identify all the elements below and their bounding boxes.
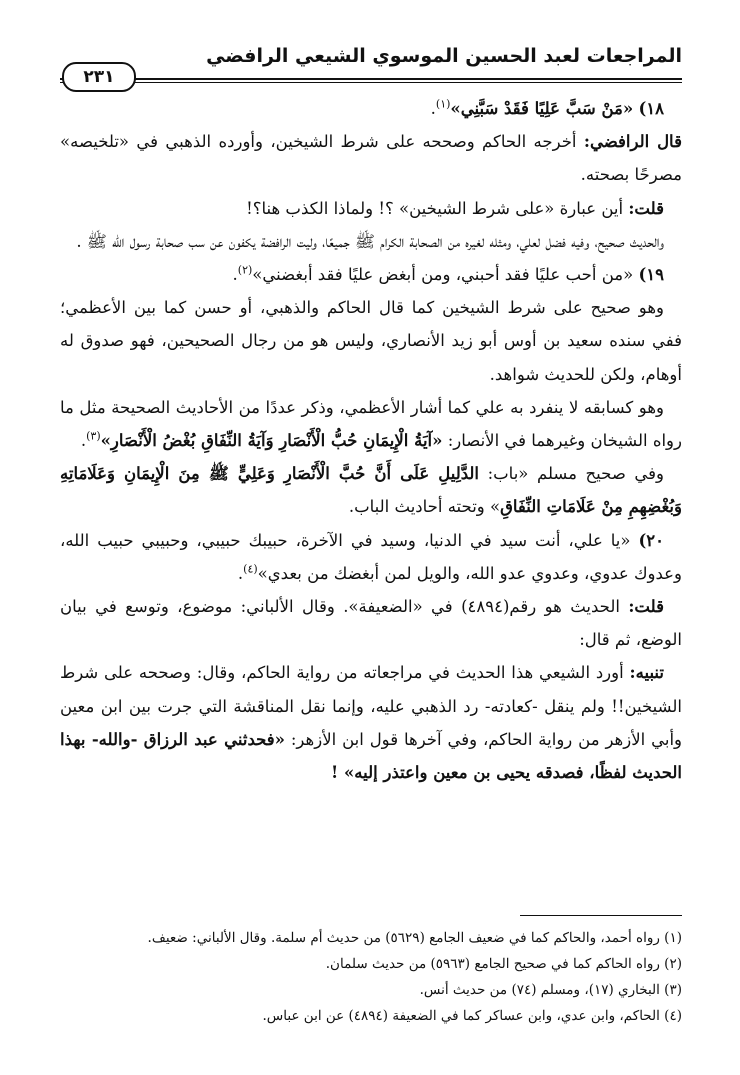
paragraph-text: » وتحته أحاديث الباب. — [348, 497, 501, 517]
paragraph-text: وهو كسابقه لا ينفرد به علي كما أشار الأعظمي، وذكر عددًا من الأحاديث الصحيحة مثل ما رواه الشيخان وغيرهما في الأنصار: — [60, 397, 682, 451]
commentary-paragraph — [60, 391, 682, 457]
hadith-number: ٢٠) — [638, 530, 665, 550]
response-paragraph — [60, 192, 682, 225]
hadith-quote: «يا علي، أنت سيد في الدنيا، وسيد في الآخرة، حبيبك حبيبي، وحبيبي حبيب الله، وعدوك عدوي، وعدوي عدو الله، والويل لمن أبغضك من بعدي» — [60, 530, 682, 583]
speaker-label: قلت: — [628, 198, 664, 218]
footnote-2: (٢) رواه الحاكم كما في صحيح الجامع (٥٩٦٣) من حديث سلمان. — [325, 956, 682, 972]
response-paragraph — [60, 590, 682, 656]
hadith-18 — [60, 92, 682, 125]
punctuation: . — [237, 563, 244, 583]
footnote-4: (٤) الحاكم، وابن عدي، وابن عساكر كما في الضعيفة (٤٨٩٤) عن ابن عباس. — [262, 1008, 682, 1024]
footnotes — [60, 925, 682, 1029]
hadith-19 — [60, 258, 682, 291]
punctuation: . — [430, 99, 436, 118]
page-header — [60, 0, 682, 92]
footnote-ref: (١) — [435, 97, 451, 111]
punctuation: . — [232, 265, 238, 285]
body-text — [60, 92, 682, 789]
hadith-number: ١٩) — [638, 265, 664, 285]
hadith-quote: «مَنْ سَبَّ عَلِيًا فَقَدْ سَبَّنِي» — [450, 99, 634, 118]
chapter-title-quote: الدَّلِيلِ عَلَى أَنَّ حُبَّ الْأَنْصَارِ وَعَلِيٍّ ﷺ مِنَ الْإِيمَانِ وَعَلَامَاتِهِ وَبُغْضِهِمِ مِنْ عَلَامَاتِ النِّفَاقِ — [60, 464, 682, 517]
paragraph-text: وهو صحيح على شرط الشيخين كما قال الحاكم والذهبي، أو حسن كما بين الأعظمي؛ ففي سنده سعيد بن أوس أبو زيد الأنصاري، وليس هو من رجال الصحيحين، فهو صدوق له أوهام، ولكن للحديث شواهد. — [60, 298, 682, 384]
header-rule — [60, 78, 682, 83]
paragraph-text: وفي صحيح مسلم «باب: — [487, 464, 664, 484]
footnote-ref: (٣) — [86, 429, 101, 443]
book-title: المراجعات لعبد الحسين الموسوي الشيعي الرافضي — [206, 45, 682, 67]
paragraph-text: والحديث صحيح، وفيه فضل لعلي، ومثله لغيره من الصحابة الكرام ﷺ جميعًا، وليت الرافضة يكفون عن سب صحابة رسول الله ﷺ . — [76, 231, 664, 251]
footnote-divider — [520, 915, 682, 916]
paragraph-text: أورد الشيعي هذا الحديث في مراجعاته من رواية الحاكم، وقال: وصححه على شرط الشيخين!! ولم ينقل -كعادته- رد الذهبي عليه، وإنما نقل المناقشة التي جرت بين ابن معين وأبي الأزهر من رواية الحاكم، وفي آخرها قول ابن الأزهر: — [60, 663, 682, 749]
note-paragraph — [60, 656, 682, 789]
hadith-20 — [60, 524, 682, 590]
footnote-ref: (٢) — [237, 263, 253, 277]
hadith-number: ١٨) — [638, 99, 664, 118]
commentary-paragraph — [60, 457, 682, 523]
paragraph-text: الحديث هو رقم(٤٨٩٤) في «الضعيفة». وقال الألباني: موضوع، وتوسع في بيان الوضع، ثم قال: — [60, 597, 682, 650]
speaker-label: قال الرافضي: — [583, 132, 682, 152]
paragraph-text: أخرجه الحاكم وصححه على شرط الشيخين، وأورده الذهبي في «تلخيصه» مصرحًا بصحته. — [60, 132, 682, 185]
page-number: ٢٣١ — [62, 62, 136, 92]
commentary-paragraph — [60, 225, 682, 258]
note-label: تنبيه: — [629, 663, 664, 683]
punctuation: . — [80, 431, 87, 451]
footnote-ref: (٤) — [243, 562, 258, 576]
speaker-label: قلت: — [628, 597, 664, 617]
footnote-3: (٣) البخاري (١٧)، ومسلم (٧٤) من حديث أنس. — [419, 982, 682, 998]
hadith-quote: «آيَةُ الْإِيمَانِ حُبُّ الْأَنْصَارِ وَآيَةُ النِّفَاقِ بُغْضُ الْأَنْصَارِ» — [100, 431, 443, 451]
footnote-1: (١) رواه أحمد، والحاكم كما في ضعيف الجامع (٥٦٢٩) من حديث أم سلمة. وقال الألباني: ضعيف. — [147, 930, 682, 946]
quoted-statement: «فحدثني عبد الرزاق -والله- بهذا الحديث لفظًا، فصدقه يحيى بن معين واعتذر إليه» ! — [60, 729, 682, 783]
paragraph-text: أين عبارة «على شرط الشيخين» ؟! ولماذا الكذب هنا؟! — [246, 198, 624, 218]
commentary-paragraph — [60, 291, 682, 391]
rafidi-claim-paragraph — [60, 125, 682, 191]
hadith-quote: «من أحب عليًا فقد أحبني، ومن أبغض عليًا فقد أبغضني» — [252, 265, 634, 285]
